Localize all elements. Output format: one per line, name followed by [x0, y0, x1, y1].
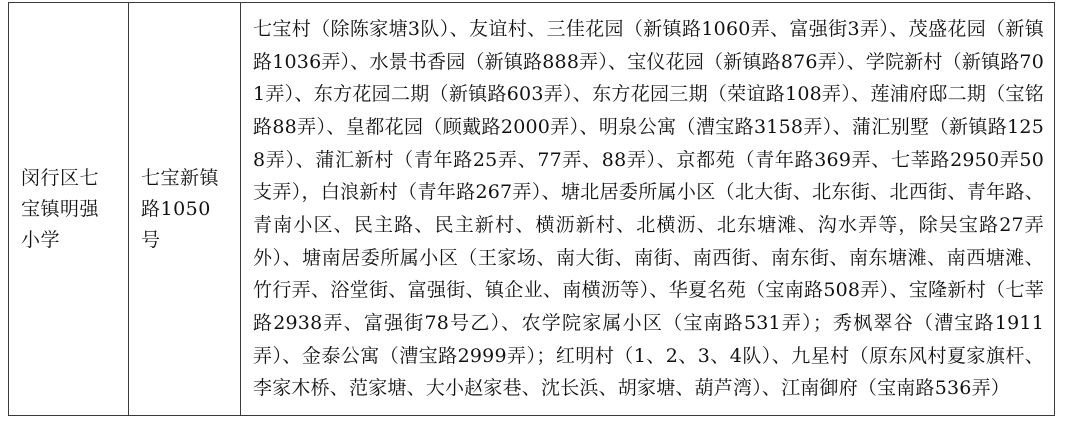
document-page: [0, 2, 1080, 441]
enrollment-scope-cell: [241, 3, 1055, 416]
school-name-text: 闵行区七宝镇明强小学: [21, 167, 100, 251]
school-enrollment-table: [8, 2, 1055, 416]
enrollment-scope-text: 七宝村（除陈家塘3队）、友谊村、三佳花园（新镇路1060弄、富强街3弄）、茂盛花园（新镇路1036弄）、水景书香园（新镇路888弄）、宝仪花园（新镇路876弄）、学院新村（新镇路701弄）、东方花园二期（新镇路603弄）、东方花园三期（荣谊路108弄）、莲浦府邸二期（宝铭路88弄）、皇都花园（顾戴路2000弄）、明泉公寓（漕宝路3158弄）、蒲汇别墅（新镇路1258弄）、蒲汇新村（青年路25弄、77弄、88弄）、京都苑（青年路369弄、七莘路2950弄50支弄），白浪新村（青年路267弄）、塘北居委所属小区（北大街、北东街、北西街、青年路、青南小区、民主路、民主新村、横沥新村、北横沥、北东塘滩、沟水弄等，除吴宝路27弄外）、塘南居委所属小区（王家场、南大街、南街、南西街、南东街、南东塘滩、南西塘滩、竹行弄、浴堂街、富强街、镇企业、南横沥等）、华夏名苑（宝南路508弄）、宝隆新村（七莘路2938弄、富强街78号乙）、农学院家属小区（宝南路531弄）；秀枫翠谷（漕宝路1911弄）、金泰公寓（漕宝路2999弄）；红明村（1、2、3、4队）、九星村（原东风村夏家旗杆、李家木桥、范家塘、大小赵家巷、沈长浜、胡家塘、葫芦湾）、江南御府（宝南路536弄）: [253, 18, 1044, 400]
table-body: [9, 3, 1055, 416]
school-address-cell: [129, 3, 241, 416]
school-address-text: 七宝新镇路1050号: [141, 167, 220, 251]
table-row: [9, 3, 1055, 416]
school-name-cell: [9, 3, 129, 416]
